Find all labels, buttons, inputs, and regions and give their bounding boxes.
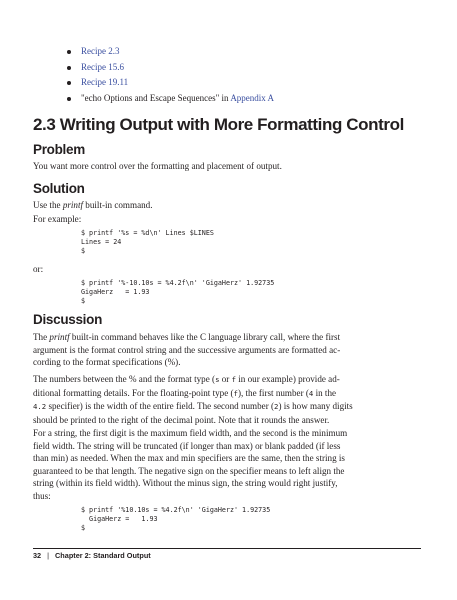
text-line: field width. The string will be truncated (if longer than max) or blank padded (if less bbox=[33, 440, 341, 451]
chapter-title: Chapter 2: Standard Output bbox=[55, 551, 151, 560]
bullet-icon bbox=[67, 50, 71, 54]
bullet-icon bbox=[67, 97, 71, 101]
text-line: The printf built-in command behaves like the C language library call, where the first bbox=[33, 332, 341, 342]
text-line: cording to the format specifications (%). bbox=[33, 357, 181, 367]
text-line: ditional formatting details. For the floating-point type (f), the first number (4 in the bbox=[33, 387, 337, 398]
list-item bbox=[64, 75, 274, 91]
text-line: than min) as needed. When the max and min specifiers are the same, then the string is bbox=[33, 453, 345, 463]
inline-code: s bbox=[215, 375, 220, 384]
text-line: string (within its field width). Without the minus sign, the string would right justify, bbox=[33, 478, 338, 488]
see-also-list bbox=[64, 44, 274, 106]
inline-code: 4 bbox=[308, 388, 314, 398]
list-item bbox=[64, 44, 274, 60]
text-line: The numbers between the % and the format type (s or f in our example) provide ad- bbox=[33, 374, 340, 384]
text-line: 4.2 specifier) is the width of the entire field. The second number (2) is how many digits bbox=[33, 401, 353, 411]
code-block: $ printf '%s = %d\n' Lines $LINES Lines = 24 $ bbox=[81, 229, 214, 256]
page-footer bbox=[33, 551, 151, 560]
reference-text: "echo Options and Escape Sequences" in bbox=[81, 92, 231, 103]
text-line: thus: bbox=[33, 490, 51, 501]
recipe-link[interactable]: Recipe 2.3 bbox=[81, 46, 120, 56]
problem-text: You want more control over the formatting and placement of output. bbox=[33, 161, 282, 171]
page-number: 32 bbox=[33, 551, 42, 560]
printf-command: printf bbox=[62, 200, 84, 210]
list-item bbox=[64, 60, 274, 76]
appendix-link[interactable]: Appendix A bbox=[230, 92, 275, 103]
discussion-paragraph bbox=[33, 331, 438, 369]
text-line: argument is the format control string and the successive arguments are formatted ac- bbox=[33, 344, 341, 355]
bullet-icon bbox=[67, 66, 71, 70]
code-block: $ printf '%-10.10s = %4.2f\n' 'GigaHerz' 1.92735 GigaHerz = 1.93 $ bbox=[81, 279, 275, 306]
section-title: 2.3 Writing Output with More Formatting Control bbox=[33, 115, 404, 134]
solution-intro: Use the printf built-in command. bbox=[33, 200, 153, 210]
bullet-icon bbox=[67, 81, 71, 85]
text-line: should be printed to the right of the decimal point. Note that it rounds the answer. bbox=[33, 414, 330, 425]
inline-code: 4.2 bbox=[33, 402, 47, 411]
recipe-link[interactable]: Recipe 19.11 bbox=[81, 77, 129, 88]
recipe-link[interactable]: Recipe 15.6 bbox=[81, 61, 124, 72]
inline-code: f bbox=[233, 388, 238, 398]
list-item bbox=[64, 91, 274, 107]
footer-divider bbox=[33, 548, 421, 549]
text-line: For a string, the first digit is the maximum field width, and the second is the minimum bbox=[33, 428, 348, 438]
discussion-paragraph bbox=[33, 427, 438, 502]
code-block: $ printf '%10.10s = %4.2f\n' 'GigaHerz' 1.92735 GigaHerz = 1.93 $ bbox=[81, 506, 271, 533]
solution-heading: Solution bbox=[33, 181, 85, 196]
text-line: guaranteed to be that length. The negative sign on the specifier means to left align the bbox=[33, 465, 345, 476]
or-label: or: bbox=[33, 264, 44, 274]
discussion-heading: Discussion bbox=[33, 312, 103, 327]
inline-code: f bbox=[231, 375, 236, 384]
problem-heading: Problem bbox=[33, 142, 85, 157]
example-label: For example: bbox=[33, 214, 82, 224]
footer-separator: | bbox=[47, 551, 50, 560]
discussion-paragraph bbox=[33, 373, 438, 426]
inline-code: 2 bbox=[274, 402, 279, 411]
printf-command: printf bbox=[49, 332, 70, 342]
